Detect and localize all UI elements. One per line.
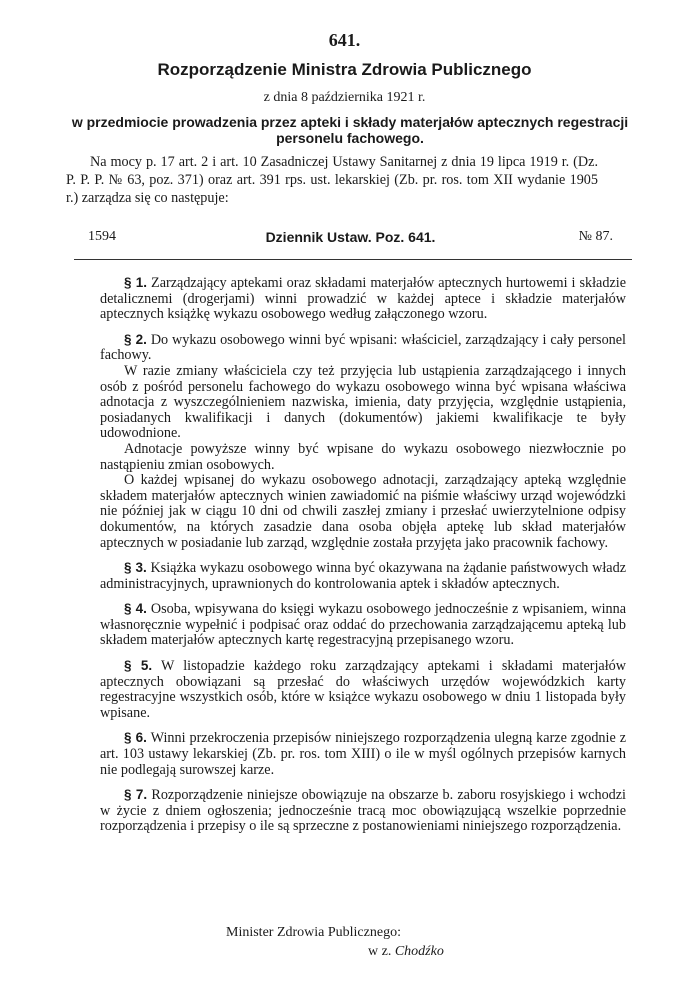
section-3 xyxy=(100,560,626,592)
document-subject: w przedmiocie prowadzenia przez apteki i składy materjałów aptecznych regestracji personelu fachowego. xyxy=(71,114,629,146)
paragraph-text: Winni przekroczenia przepisów niniejszego rozporządzenia ulegną karze zgodnie z art. 103 ustawy lekarskiej (Zb. pr. ros. tom XIII) o ile w myśl ogólnych przepisów karnych nie podlegają surowszej karze. xyxy=(100,730,626,778)
signature-prefix: w z. xyxy=(368,944,392,959)
header-divider xyxy=(74,259,632,260)
section-paragraph xyxy=(100,364,626,442)
item-number: 641. xyxy=(328,30,361,50)
journal-reference: Dziennik Ustaw. Poz. 641. xyxy=(265,229,436,245)
running-head xyxy=(88,229,613,249)
section-paragraph xyxy=(100,730,626,778)
issue-number: № 87. xyxy=(578,229,613,244)
paragraph-text: W razie zmiany właściciela czy też przyjęcia lub ustąpienia zarządzającego i innych osób z pośród personelu fachowego do wykazu osobowego winna być wpisana właściwa adnotacja z wyszczególnieniem nazwiska, imienia, daty przyjęcia, względnie ustąpienia, posiadanych kwalifikacji i danych (dokumentów) jakiemi kwalifikacje te były udowodnione. xyxy=(100,362,626,442)
section-2 xyxy=(100,332,626,551)
section-mark: § 4. xyxy=(124,601,147,617)
section-paragraph xyxy=(100,560,626,592)
section-mark: § 7. xyxy=(124,787,148,803)
paragraph-text: Książka wykazu osobowego winna być okazywana na żądanie państwowych władz administracyjnych, uprawnionych do kontrolowania aptek i składów aptecznych. xyxy=(100,560,626,592)
signatory-office: Minister Zdrowia Publicznego: xyxy=(226,925,401,940)
section-4 xyxy=(100,601,626,649)
section-5 xyxy=(100,658,626,721)
paragraph-text: Do wykazu osobowego winni być wpisani: właściciel, zarządzający i cały personel fachowy. xyxy=(100,331,627,364)
paragraph-text: Rozporządzenie niniejsze obowiązuje na obszarze b. zaboru rosyjskiego i wchodzi w życie z dniem ogłoszenia; jednocześnie tracą moc obowiązującą wszelkie poprzednie rozporządzenia i przepisy o ile są sprzeczne z postanowieniami niniejszego rozporządzenia. xyxy=(100,787,626,835)
section-paragraph xyxy=(100,442,626,473)
section-mark: § 6. xyxy=(124,730,147,746)
page-number: 1594 xyxy=(88,229,116,244)
section-paragraph xyxy=(100,658,626,721)
document-title: Rozporządzenie Ministra Zdrowia Publicznego xyxy=(157,60,532,79)
preamble: Na mocy p. 17 art. 2 i art. 10 Zasadniczej Ustawy Sanitarnej z dnia 19 lipca 1919 r. (Dz. P. P. P. № 63, poz. 371) oraz art. 391 rps. ust. lekarskiej (Zb. pr. ros. tom XII wydanie 1905 r.) zarządza się co następuje: xyxy=(66,154,598,206)
section-mark: § 2. xyxy=(124,331,147,347)
section-1 xyxy=(100,275,626,323)
regulation-body xyxy=(100,275,626,844)
section-paragraph xyxy=(100,473,626,551)
paragraph-text: Zarządzający aptekami oraz składami materjałów aptecznych hurtowemi i składzie detalicznemi (drogerjami) winni prowadzić w każdej aptece i składzie materjałów aptecznych książkę wykazu osobowego według załączonego wzoru. xyxy=(100,275,626,323)
signature xyxy=(368,944,444,960)
paragraph-text: W listopadzie każdego roku zarządzający aptekami i składami materjałów aptecznych obowiązani są przesłać do właściwych urzędów wojewódzkich karty regestracyjne wszystkich osób, które w książce wykazu osobowego w dniu 1 listopada były wpisane. xyxy=(100,658,626,721)
section-6 xyxy=(100,730,626,778)
document-date: z dnia 8 października 1921 r. xyxy=(263,90,426,105)
section-paragraph xyxy=(100,787,626,835)
paragraph-text: Adnotacje powyższe winny być wpisane do wykazu osobowego niezwłocznie po nastąpieniu zmian osobowych. xyxy=(100,440,626,473)
section-7 xyxy=(100,787,626,835)
signatory-name: Chodźko xyxy=(394,944,444,959)
section-paragraph xyxy=(100,601,626,649)
paragraph-text: Osoba, wpisywana do księgi wykazu osobowego jednocześnie z wpisaniem, winna własnoręcznie wypełnić i podpisać oraz oddać do przechowania zarządzającemu apteką lub składem materjałów aptecznych kartę regestracyjną przepisanego wzoru. xyxy=(100,601,626,649)
section-paragraph xyxy=(100,332,626,364)
section-paragraph xyxy=(100,275,626,323)
section-mark: § 3. xyxy=(124,560,147,576)
paragraph-text: O każdej wpisanej do wykazu osobowego adnotacji, zarządzający apteką względnie składem materjałów aptecznych winien zawiadomić na piśmie właściwy urząd wojewódzki nie później jak w ciągu 10 dni od chwili zaszłej zmiany i przesłać uwierzytelnione odpisy dokumentów, na których zasadzie dana osoba objęła aptekę lub skład materjałów aptecznych w posiadanie lub zarząd, względnie została przyjęta jako pracownik fachowy. xyxy=(100,472,626,551)
section-mark: § 5. xyxy=(124,658,153,674)
section-mark: § 1. xyxy=(124,275,147,290)
